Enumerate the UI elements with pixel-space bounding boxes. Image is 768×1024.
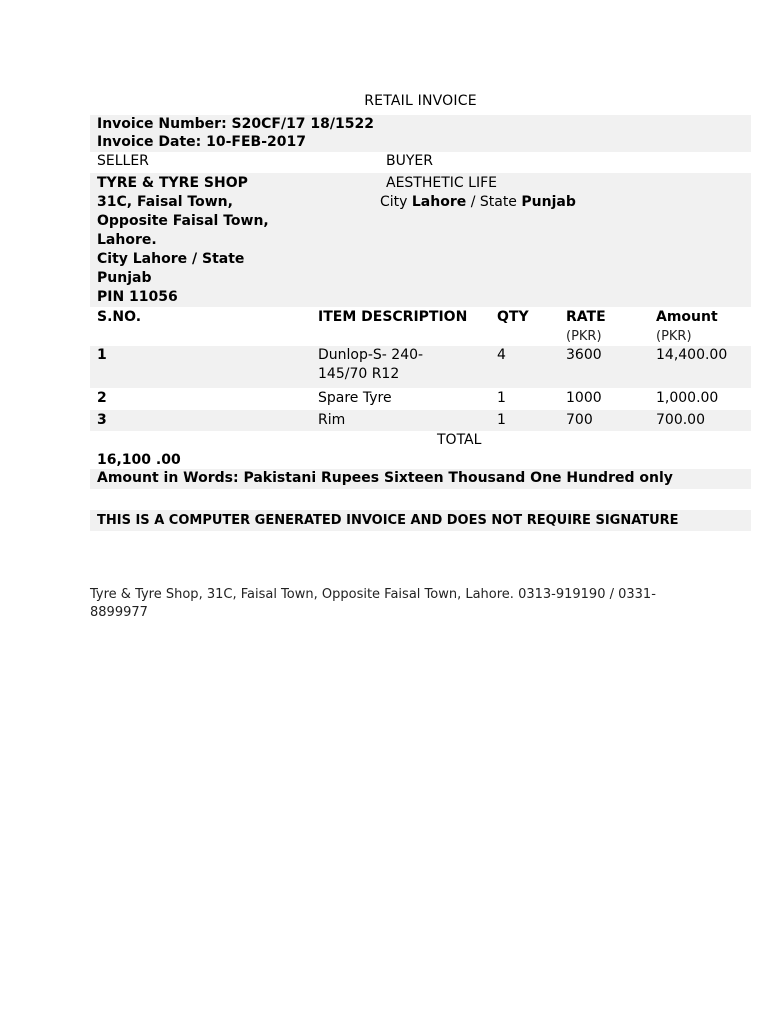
seller-line: Lahore. [97,232,157,248]
seller-line: PIN 11056 [97,289,178,305]
seller-line: 31C, Faisal Town, [97,194,233,210]
col-header-qty: QTY [497,309,529,325]
cell-sno: 3 [97,412,107,428]
table-row-band [90,410,751,431]
cell-qty: 4 [497,347,506,363]
seller-heading: SELLER [97,153,149,169]
buyer-heading: BUYER [386,153,433,169]
col-header-amount-unit: (PKR) [656,329,692,344]
seller-line: Punjab [97,270,152,286]
col-header-rate: RATE [566,309,606,325]
cell-qty: 1 [497,390,506,406]
buyer-name: AESTHETIC LIFE [386,175,497,191]
buyer-location [380,193,576,212]
cell-description: Rim [318,412,346,428]
cell-rate: 700 [566,412,593,428]
invoice-number: Invoice Number: S20CF/17 18/1522 [97,116,374,132]
shop-footer: Tyre & Tyre Shop, 31C, Faisal Town, Opposite Faisal Town, Lahore. 0313-919190 / 0331-8899977 [90,587,656,620]
cell-sno: 2 [97,390,107,406]
total-value: 16,100 .00 [97,452,181,468]
buyer-state-prefix: / State [466,194,522,210]
cell-qty: 1 [497,412,506,428]
buyer-city-prefix: City [380,194,412,210]
col-header-description: ITEM DESCRIPTION [318,309,468,325]
cell-rate: 3600 [566,347,602,363]
seller-line: TYRE & TYRE SHOP [97,175,248,191]
col-header-rate-unit: (PKR) [566,329,602,344]
cell-description-cont: 145/70 R12 [318,366,400,382]
cell-amount: 1,000.00 [656,390,719,406]
cell-rate: 1000 [566,390,602,406]
buyer-state: Punjab [521,194,576,210]
computer-generated-notice: THIS IS A COMPUTER GENERATED INVOICE AND DOES NOT REQUIRE SIGNATURE [97,513,679,528]
buyer-city: Lahore [411,194,467,210]
amount-in-words: Amount in Words: Pakistani Rupees Sixteen Thousand One Hundred only [97,470,673,486]
cell-sno: 1 [97,347,107,363]
invoice-date: Invoice Date: 10-FEB-2017 [97,134,306,150]
total-label: TOTAL [437,432,482,448]
cell-amount: 14,400.00 [656,347,728,363]
seller-line: Opposite Faisal Town, [97,213,269,229]
seller-line: City Lahore / State [97,251,245,267]
col-header-amount: Amount [656,309,718,325]
cell-amount: 700.00 [656,412,705,428]
col-header-sno: S.NO. [97,309,142,325]
invoice-title: RETAIL INVOICE [364,93,477,109]
cell-description: Dunlop-S- 240- [318,347,424,363]
cell-description: Spare Tyre [318,390,392,406]
